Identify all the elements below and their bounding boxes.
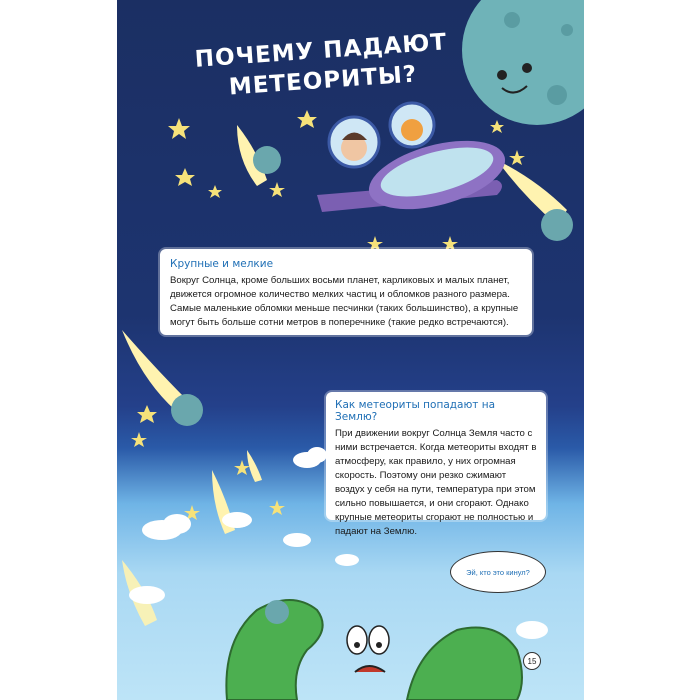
info-card-falling bbox=[326, 392, 546, 537]
speech-bubble-text: Эй, кто это кинул? bbox=[466, 567, 530, 577]
book-page bbox=[117, 0, 584, 700]
title-line-1: ПОЧЕМУ ПАДАЮТ bbox=[193, 29, 448, 73]
info-card-large-small bbox=[160, 249, 532, 335]
speech-bubble bbox=[450, 551, 546, 593]
title-line-2: МЕТЕОРИТЫ? bbox=[228, 61, 418, 101]
card-heading: Как метеориты попадают на Землю? bbox=[335, 399, 496, 423]
page-number: 15 bbox=[523, 652, 541, 670]
card-text: При движении вокруг Солнца Земля часто с ними встречается. Когда метеориты входят в атмосферу, как правило, у них огромная скорость. Поэтому они резко сжимают воздух у себя на пути, температура при этом сильно повышается, и они сгорают. Однако крупные метеориты сгорают не полностью и падают на Землю. bbox=[335, 428, 537, 537]
astronauts-ship-icon bbox=[317, 103, 512, 222]
card-heading: Крупные и мелкие bbox=[170, 258, 274, 270]
card-text: Вокруг Солнца, кроме больших восьми планет, карликовых и малых планет, движется огромное количество мелких частиц и обломков разного размера. Самые маленькие обломки меньше песчинки (таких большинство), а крупные могут быть больше сотни метров в поперечнике (такие редко встречаются). bbox=[170, 275, 519, 328]
earth-character-icon bbox=[226, 600, 522, 700]
